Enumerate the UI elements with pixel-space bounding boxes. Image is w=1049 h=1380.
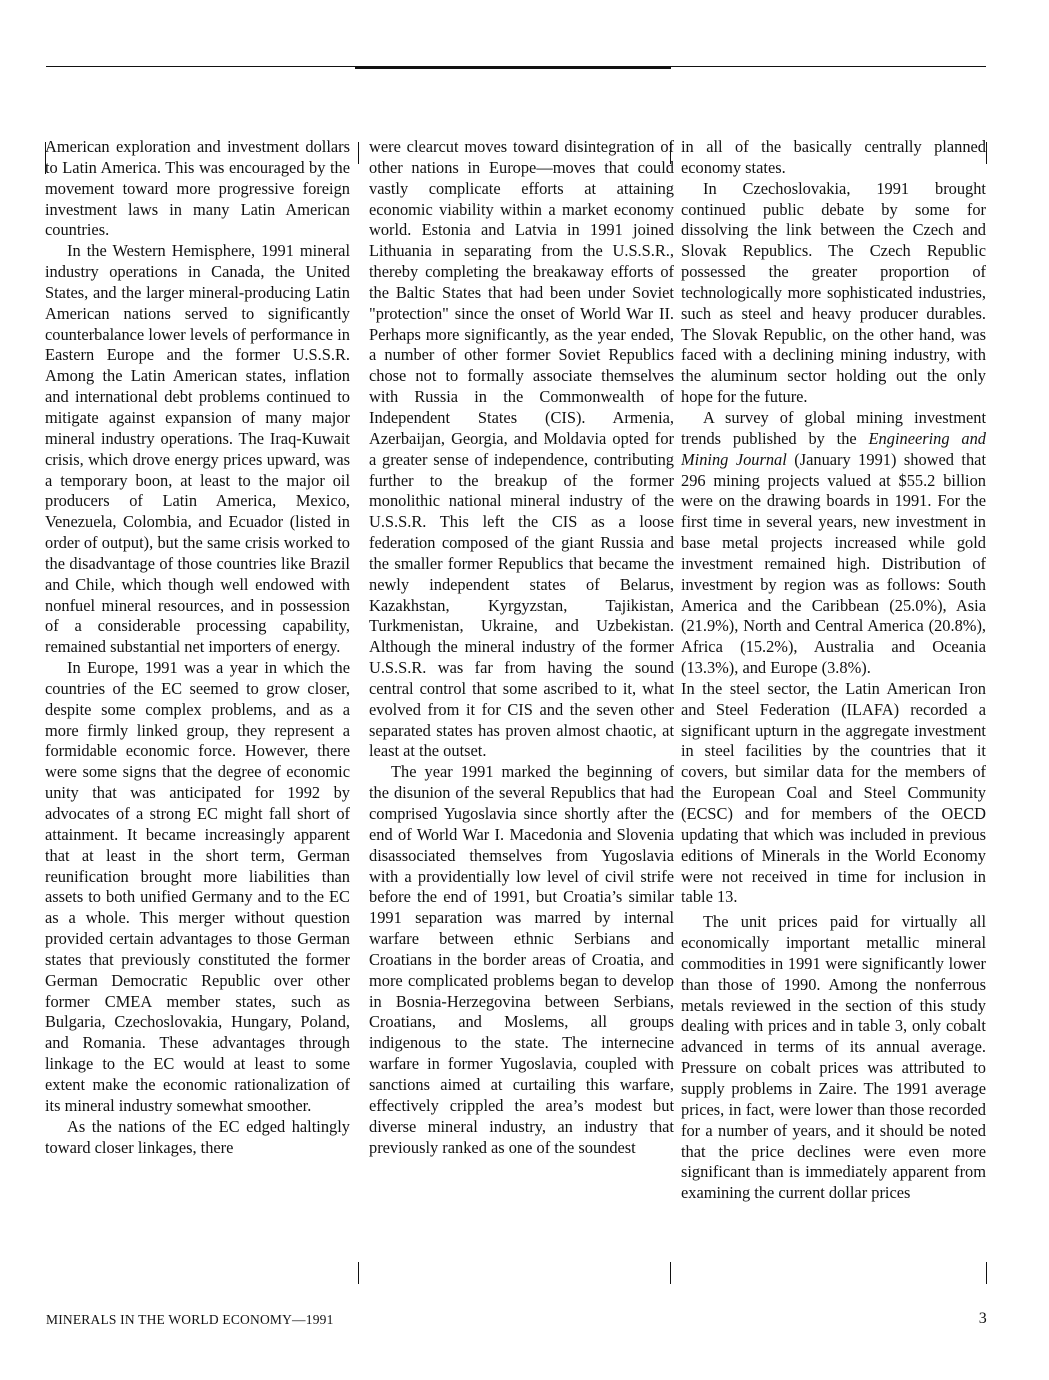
column-rule-right-bottom <box>986 1262 987 1284</box>
header-rule-accent <box>355 66 671 69</box>
text-column-3 <box>681 137 986 1287</box>
text-column-2 <box>369 137 674 1287</box>
page-number: 3 <box>978 1310 987 1327</box>
paragraph: A survey of global mining investment trends published by the Engineering and Mining Journal (January 1991) showed that 296 mining projects valued at $55.2 billion were on the drawing boards in 1991. For the first time in several years, new investment in base metal projects increased while gold investment remained high. Distribution of investment by region was as follows: South America and the Caribbean (25.0%), Asia (21.9%), North and Central America (20.8%), Africa (15.2%), Australia and Oceania (13.3%), and Europe (3.8%). <box>681 407 986 678</box>
text-column-1 <box>45 137 350 1287</box>
paragraph: The unit prices paid for virtually all economically important metallic mineral commodities in 1991 were significantly lower than those of 1990. Among the nonferrous metals reviewed in the section of this study dealing with prices and in table 3, only cobalt advanced in terms of its annual average. Pressure on cobalt prices was attributed to supply problems in Zaire. The 1991 average prices, in fact, were lower than those recorded for a number of years, and it should be noted that the price declines were even more significant than is immediately apparent from examining the current dollar prices <box>681 912 986 1203</box>
paragraph: The year 1991 marked the beginning of the disunion of the several Republics that had comprised Yugoslavia since shortly after the end of World War I. Macedonia and Slovenia disassociated themselves from Yugoslavia with a providentially low level of civil strife before the end of 1991, but Croatia’s similar 1991 separation was marred by internal warfare between ethnic Serbians and Croatians in the border areas of Croatia, and more complicated problems began to develop in Bosnia-Herzegovina between Serbians, Croatians, and Moslems, all groups indigenous to the state. The internecine warfare in former Yugoslavia, coupled with sanctions aimed at curtailing this warfare, effectively crippled the area’s modest but diverse mineral industry, an industry that previously ranked as one of the soundest <box>369 762 674 1157</box>
paragraph: In Europe, 1991 was a year in which the countries of the EC seemed to grow closer, despite some complex problems, and as a more firmly linked group, they represent a formidable economic force. However, there were some signs that the degree of economic unity that was anticipated for 1992 by advocates of a strong EC might fall short of attainment. It became increasingly apparent that at least in the short term, German reunification brought more liabilities than assets to both unified Germany and to the EC as a whole. This merger without question provided certain advantages to those German states that previously constituted the former German Democratic Republic over other former CMEA member states, such as Bulgaria, Czechoslovakia, Hungary, Poland, and Romania. These advantages through linkage to the EC would at least to some extent make the economic rationalization of its mineral industry somewhat smoother. <box>45 658 350 1115</box>
paragraph: American exploration and investment dollars to Latin America. This was encouraged by the movement toward more progressive foreign investment laws in many Latin American countries. <box>45 137 350 240</box>
column-rule-1-top <box>358 142 359 164</box>
column-rule-right <box>986 142 987 164</box>
running-footer-title: MINERALS IN THE WORLD ECONOMY—1991 <box>46 1312 334 1327</box>
paragraph: were clearcut moves toward disintegration of other nations in Europe—moves that could vastly complicate efforts at attaining economic viability within a market economy world. Estonia and Latvia in 1991 joined Lithuania in separating from the U.S.S.R., thereby completing the breakaway efforts of the Baltic States that had been under Soviet "protection" since the onset of World War II. Perhaps more significantly, as the year ended, a number of other former Soviet Republics chose not to formally associate themselves with Russia in the Commonwealth of Independent States (CIS). Armenia, Azerbaijan, Georgia, and Moldavia opted for a greater sense of independence, contributing further to the breakup of the former monolithic national mineral industry of the U.S.S.R. This left the CIS as a loose federation composed of the giant Russia and the smaller former Republics that became the newly independent states of Belarus, Kazakhstan, Kyrgyzstan, Tajikistan, Turkmenistan, Ukraine, and Uzbekistan. Although the mineral industry of the former U.S.S.R. was far from having the sound central control that some ascribed to it, what evolved from it for CIS and the seven other separated states has proven almost chaotic, at least at the outset. <box>369 137 674 761</box>
column-rule-1-bottom <box>358 1262 359 1284</box>
paragraph: In the Western Hemisphere, 1991 mineral industry operations in Canada, the United States, and the larger mineral-producing Latin American nations served to significantly counterbalance lower levels of performance in Eastern Europe and the former U.S.S.R. Among the Latin American states, inflation and international debt problems continued to mitigate against expansion of many major mineral industry operations. The Iraq-Kuwait crisis, which drove energy prices upward, was a temporary boon, at least to the major oil producers of Latin America, Mexico, Venezuela, Colombia, and Ecuador (listed in order of output), but the same crisis worked to the disadvantage of those countries like Brazil and Chile, which though well endowed with nonfuel mineral resources, and in possession of a considerable processing capability, remained substantial net importers of energy. <box>45 241 350 657</box>
paragraph: in all of the basically centrally planned economy states. <box>681 137 986 177</box>
paragraph: In Czechoslovakia, 1991 brought continued public debate by some for dissolving the link between the Czech and Slovak Republics. The Czech Republic possessed the greater proportion of technologically more sophisticated industries, such as steel and heavy producer durables. The Slovak Republic, on the other hand, was faced with a declining mining industry, with the aluminum sector holding out the only hope for the future. <box>681 178 986 407</box>
paragraph: In the steel sector, the Latin American Iron and Steel Federation (ILAFA) recorded a significant upturn in the aggregate investment in steel facilities by the countries that it covers, but similar data for the members of the European Coal and Steel Community (ECSC) and for members of the OECD updating that which was included in previous editions of Minerals in the World Economy were not received in time for inclusion in table 13. <box>681 678 986 907</box>
paragraph: As the nations of the EC edged haltingly toward closer linkages, there <box>45 1116 350 1157</box>
journal-title: Engineering and Mining Journal <box>681 428 986 469</box>
